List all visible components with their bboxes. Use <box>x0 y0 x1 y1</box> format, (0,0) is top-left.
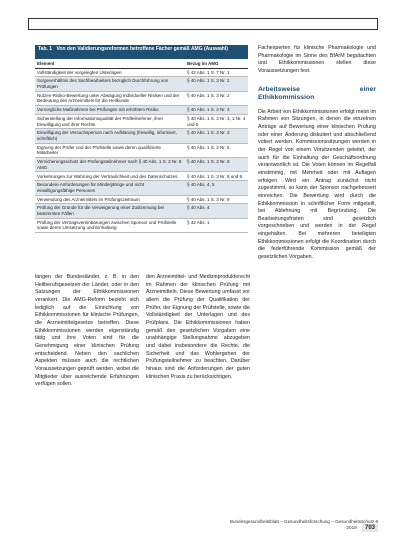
right-body-paragraph: Die Arbeit von Ethikkommissionen erfolgt meist im Rahmen von Sitzungen, in denen die einzelnen Anträge auf Bewertung einer klinischen Prüfung oder einer Änderung diskutiert und abschließend votiert werden. Kommissionssitzungen werden in der Regel von einem Vorsitzenden geleitet, der auch für die Einhaltung der Geschäftsordnung verantwortlich ist. Die Voten können im Regelfall einstimmig, mit Mehrheit oder mit Auflagen erfolgen. Wird ein Antrag zunächst nicht zugestimmt, so kann der Sponsor nachgebessert einreichen. Die Bewertung wird durch die Ethikkommission in schriftlicher Form mitgeteilt, bei Ablehnung mit Begründung. Die Bearbeitungsfristen sind gesetzlich vorgeschrieben und werden in der Regel eingehalten. Bei mehreren beteiligten Ethikkommissionen erfolgt die Koordination durch die federführende Kommission gemäß der gesetzlichen Vorgaben. <box>258 108 376 261</box>
table-cell-reference: § 40 Abs. 4 <box>185 204 248 218</box>
table-row <box>35 106 248 115</box>
table-cell-element: Verwendung des Arzneimittels im Prüfungszeitraum <box>35 195 185 204</box>
table-cell-reference: § 40 Abs. 1 S. 3 Nr. 5 <box>185 143 248 157</box>
table-caption <box>35 45 248 59</box>
page-number: 703 <box>362 524 378 532</box>
table-row <box>35 195 248 204</box>
table-cell-element: Einwilligung der Versuchsperson nach Aufklärung (freiwillig, informiert, schriftlich) <box>35 129 185 143</box>
table-cell-reference: § 40 Abs. 1 S. 3 Nr. 3 <box>185 106 248 115</box>
table-row <box>35 181 248 195</box>
bottom-left-paragraph: längen der Bundesländer, z. B. in den Heilberufsgesetzen der Länder, oder in den Satzungen der Ethikkommissionen verankert. Die AMG-Reform bezieht sich lediglich auf die Einrichtung von Ethikkommissionen für klinische Prüfungen, die Arzneimittelgesetze betreffen. Diese Ethikkommissionen werden eigenständig tätig und ihre Voten sind für die Genehmigung einer klinischen Prüfung entscheidend. Neben den sachlichen Aspekten müssen auch die rechtlichen Voraussetzungen geprüft werden, wobei die Mitglieder über ausreichende Erfahrungen verfügen sollen. <box>35 274 139 388</box>
table-cell-element: Sorgeverhältnis des Sachbearbeiters bezüglich Durchführung von Prüfungen <box>35 77 185 91</box>
table-cell-reference: § 40 Abs. 1 S. 3 Nr. 3 <box>185 129 248 143</box>
table-row <box>35 129 248 143</box>
table-cell-reference: § 40 Abs. 1 S. 3 Nr. 8 <box>185 158 248 172</box>
table-cell-reference: § 42 Abs. 1 <box>185 218 248 232</box>
table-row <box>35 172 248 181</box>
table-cell-element: Prüfung der Gründe für die Verweigerung einer Zustimmung bei bestimmten Fällen <box>35 204 185 218</box>
bottom-left-column <box>35 274 139 389</box>
table-cell-element: Vorsorgliche Maßnahmen bei Prüfungen mit erhöhtem Risiko <box>35 106 185 115</box>
bottom-middle-column <box>146 274 250 381</box>
table-cell-reference: § 42 Abs. 1 S. 7 Nr. 1 <box>185 68 248 77</box>
table-row <box>35 77 248 91</box>
table-cell-element: Sicherstellung der Informationsqualität der Prüfteilnehmer, ihrer Einwilligung und ihrer Rechte <box>35 114 185 128</box>
table-cell-reference: § 40 Abs. 4, 5 <box>185 181 248 195</box>
table-cell-reference: § 40 Abs. 1 S. 3 Nr. 8 und 9 <box>185 172 248 181</box>
table-row <box>35 204 248 218</box>
table-row <box>35 143 248 157</box>
table-row <box>35 91 248 105</box>
table-cell-reference: § 40 Abs. 1 S. 3 Nr. 2 <box>185 91 248 105</box>
right-column <box>258 45 376 262</box>
section-heading: Arbeitsweise einer Ethikkommission <box>258 85 376 102</box>
table-caption-text: Von den Validierungsreformen betroffene Fächer gemäß AMG (Auswahl) <box>56 46 228 52</box>
table-1 <box>35 45 248 269</box>
table-grid <box>35 59 248 233</box>
table-header-element: Element <box>35 59 185 68</box>
right-intro-paragraph: Fachexperten für klinische Pharmakologie und Pharmakologie im Sinne des BfArM begutachten und Ethikkommissionen stellen diese Voraussetzungen fest. <box>258 45 376 74</box>
table-header-reference: Bezug im AMG <box>185 59 248 68</box>
table-cell-element: Besondere Anforderungen für Minderjährige und nicht einwilligungsfähige Personen <box>35 181 185 195</box>
table-caption-label: Tab. 1 <box>38 46 53 52</box>
table-cell-element: Vollständigkeit der vorgelegten Unterlagen <box>35 68 185 77</box>
table-cell-element: Versicherungsschutz der Prüfungsteilnehmer nach § 40 Abs. 1 S. 3 Nr. 8 AMG <box>35 158 185 172</box>
table-cell-element: Nutzen-Risiko-Bewertung unter Abwägung individueller Risiken und der Bedeutung des Arzneimittels für die Heilkunde <box>35 91 185 105</box>
table-cell-reference: § 40 Abs. 1 S. 3 Nr. 2 <box>185 77 248 91</box>
journal-citation: Bundesgesundheitsblatt – Gesundheitsforschung – Gesundheitsschutz 6 · 2019 <box>229 519 378 530</box>
header-bar <box>28 18 378 30</box>
table-row <box>35 114 248 128</box>
bottom-middle-paragraph: den Arzneimittel- und Medizinprodukterecht im Rahmen der klinischen Prüfung mit Arzneimitteln. Diese Bewertung umfasst vor allem die Prüfung der Qualifikation der Prüfer, der Eignung der Prüfstelle, sowie die Vollständigkeit der Unterlagen und des Prüfplans. Die Ethikkommissionen haben gemäß den gesetzlichen Vorgaben eine unabhängige Stellungnahme abzugeben und dabei insbesondere die Rechte, die Sicherheit und das Wohlergehen der Prüfungsteilnehmer zu beachten. Darüber hinaus sind die Anforderungen der guten klinischen Praxis zu berücksichtigen. <box>146 274 250 380</box>
table-cell-element: Eignung der Prüfer und der Prüfstelle sowie deren qualifizierte Mitarbeiter <box>35 143 185 157</box>
table-row <box>35 158 248 172</box>
table-cell-reference: § 40 Abs. 1 S. 3 Nr. 3, 1 Nr. 4 und 5 <box>185 114 248 128</box>
table-row <box>35 68 248 77</box>
table-row <box>35 218 248 232</box>
page-footer <box>228 519 378 532</box>
table-cell-reference: § 40 Abs. 1 S. 3 Nr. 9 <box>185 195 248 204</box>
table-cell-element: Vorkehrungen zur Wahrung der Vertraulichkeit und des Datenschutzes <box>35 172 185 181</box>
table-cell-element: Prüfung der Vertragsvereinbarungen zwischen Sponsor und Prüfstelle sowie deren Umsetzung und Einhaltung <box>35 218 185 232</box>
